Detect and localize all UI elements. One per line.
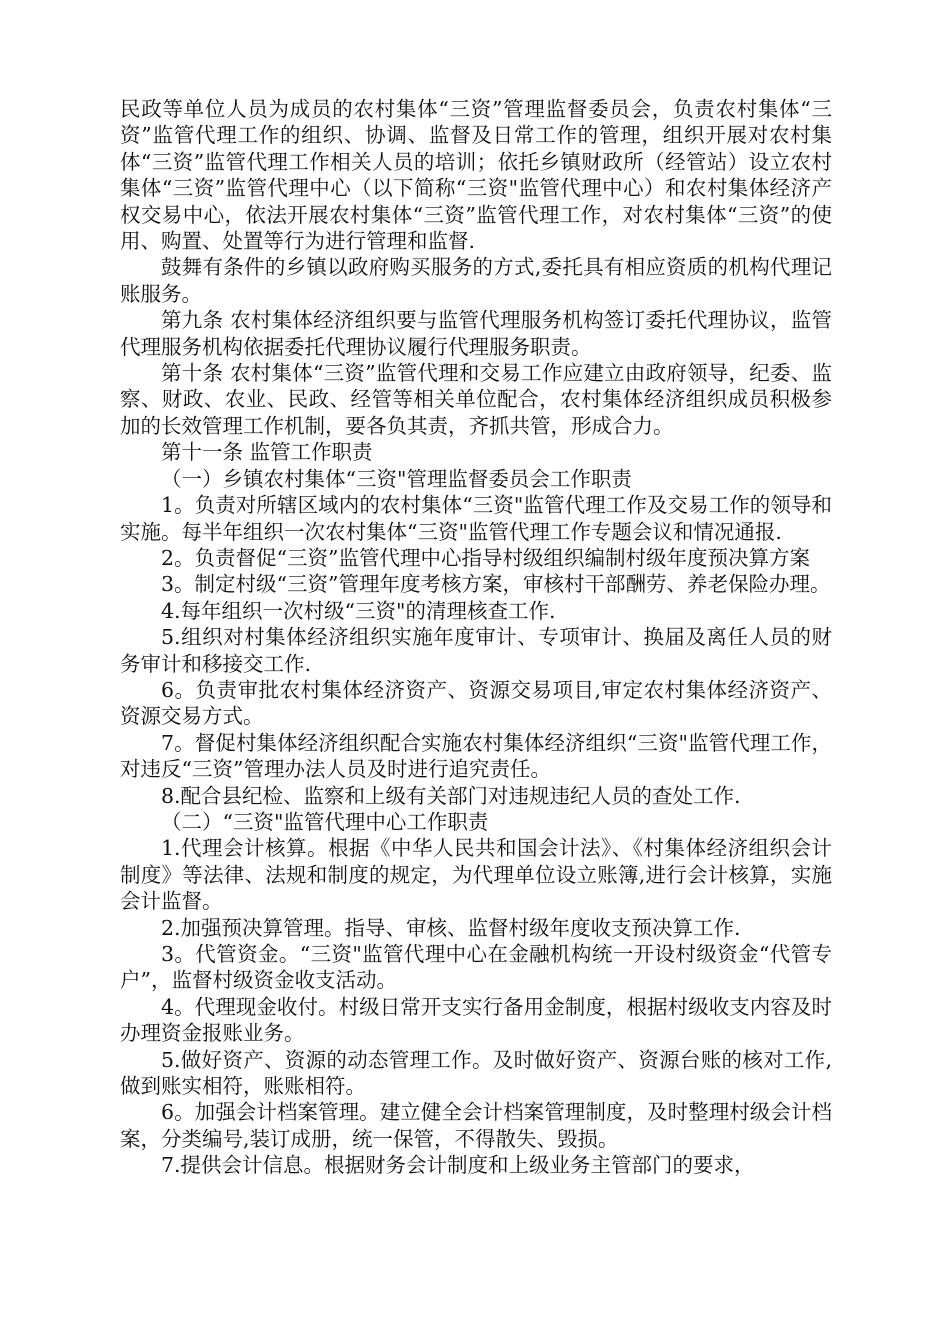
article-10: 第十条 农村集体“三资”监管代理和交易工作应建立由政府领导，纪委、监察、财政、农业、民政、经管等相关单位配合，农村集体经济组织成员积极参加的长效管理工作机制，要各负其责，齐抓共管，形成合力。 bbox=[120, 361, 832, 438]
section-2-item-3: 3。代管资金。“三资"监管代理中心在金融机构统一开设村级资金“代管专户”，监督村级资金收支活动。 bbox=[120, 942, 832, 993]
paragraph-continuation: 民政等单位人员为成员的农村集体“三资”管理监督委员会，负责农村集体“三资”监管代理工作的组织、协调、监督及日常工作的管理，组织开展对农村集体“三资”监管代理工作相关人员的培训；依托乡镇财政所（经管站）设立农村集体“三资”监管代理中心（以下简称“三资"监管代理中心）和农村集体经济产权交易中心，依法开展农村集体“三资”监管代理工作，对农村集体“三资”的使用、购置、处置等行为进行管理和监督. bbox=[120, 97, 832, 254]
section-1-item-3: 3。制定村级“三资”管理年度考核方案，审核村干部酬劳、养老保险办理。 bbox=[161, 572, 831, 597]
section-2-item-5: 5.做好资产、资源的动态管理工作。及时做好资产、资源台账的核对工作,做到账实相符，账账相符。 bbox=[120, 1047, 832, 1099]
document-page bbox=[120, 96, 832, 1179]
section-1-item-4: 4.每年组织一次村级“三资"的清理核查工作. bbox=[161, 598, 556, 623]
section-1-item-1: 1。负责对所辖区域内的农村集体“三资"监管代理工作及交易工作的领导和实施。每半年组织一次农村集体“三资"监管代理工作专题会议和情况通报. bbox=[120, 493, 832, 544]
section-2-item-1: 1.代理会计核算。根据《中华人民共和国会计法》、《村集体经济组织会计制度》等法律、法规和制度的规定，为代理单位设立账簿,进行会计核算，实施会计监督。 bbox=[120, 836, 832, 914]
section-2-item-4: 4。代理现金收付。村级日常开支实行备用金制度，根据村级收支内容及时办理资金报账业务。 bbox=[120, 994, 832, 1046]
section-1-item-2: 2。负责督促“三资”监管代理中心指导村级组织编制村级年度预决算方案 bbox=[161, 545, 811, 570]
section-1-item-6: 6。负责审批农村集体经济资产、资源交易项目,审定农村集体经济资产、资源交易方式。 bbox=[120, 677, 832, 729]
section-2-item-6: 6。加强会计档案管理。建立健全会计档案管理制度，及时整理村级会计档案，分类编号,装订成册，统一保管，不得散失、毁损。 bbox=[120, 1100, 832, 1151]
article-9: 第九条 农村集体经济组织要与监管代理服务机构签订委托代理协议，监管代理服务机构依据委托代理协议履行代理服务职责。 bbox=[120, 308, 832, 359]
paragraph-outsourcing: 鼓舞有条件的乡镇以政府购买服务的方式,委托具有相应资质的机构代理记账服务。 bbox=[120, 255, 832, 306]
section-2-heading: （二）“三资"监管代理中心工作职责 bbox=[161, 809, 489, 834]
section-1-item-8: 8.配合县纪检、监察和上级有关部门对违规违纪人员的查处工作. bbox=[161, 783, 741, 808]
article-11-heading: 第十一条 监管工作职责 bbox=[161, 440, 373, 465]
section-1-item-7: 7。督促村集体经济组织配合实施农村集体经济组织“三资"监管代理工作，对违反“三资”管理办法人员及时进行追究责任。 bbox=[120, 730, 832, 782]
section-1-item-5: 5.组织对村集体经济组织实施年度审计、专项审计、换届及离任人员的财务审计和移接交工作. bbox=[120, 625, 832, 676]
section-2-item-7: 7.提供会计信息。根据财务会计制度和上级业务主管部门的要求， bbox=[161, 1153, 755, 1178]
section-1-heading: （一）乡镇农村集体“三资"管理监督委员会工作职责 bbox=[161, 466, 632, 491]
section-2-item-2: 2.加强预决算管理。指导、审核、监督村级年度收支预决算工作. bbox=[161, 915, 741, 940]
